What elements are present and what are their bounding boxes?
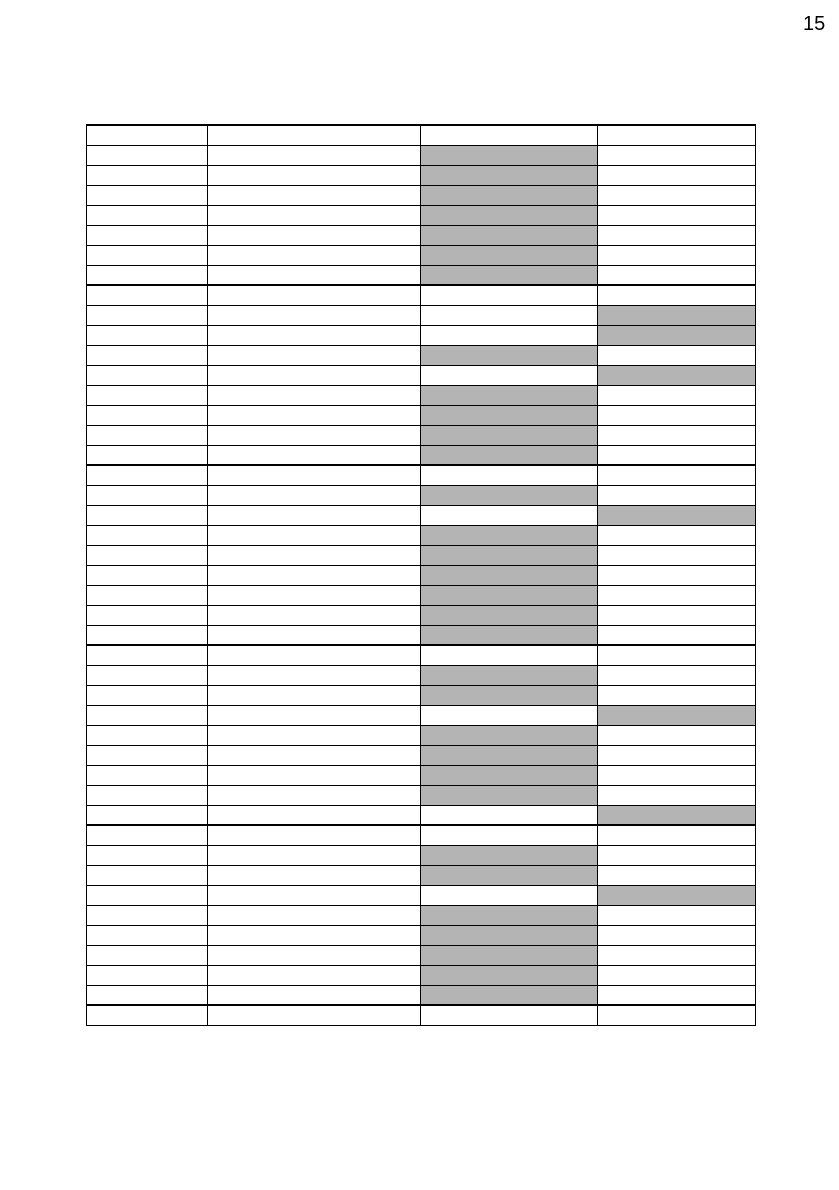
table-cell bbox=[598, 265, 756, 285]
table-cell bbox=[598, 285, 756, 305]
table-cell bbox=[598, 905, 756, 925]
table-cell bbox=[208, 745, 421, 765]
table-cell bbox=[208, 145, 421, 165]
table-cell bbox=[208, 185, 421, 205]
table-cell bbox=[421, 885, 598, 905]
table-cell bbox=[421, 485, 598, 505]
table-cell bbox=[208, 505, 421, 525]
table-cell bbox=[208, 165, 421, 185]
table-section-row bbox=[87, 465, 756, 485]
table-row bbox=[87, 325, 756, 345]
table-cell bbox=[598, 785, 756, 805]
table-cell bbox=[87, 325, 208, 345]
table-cell bbox=[598, 945, 756, 965]
table-cell bbox=[87, 765, 208, 785]
table-cell bbox=[87, 905, 208, 925]
table-cell bbox=[87, 285, 208, 305]
table-cell bbox=[87, 305, 208, 325]
table-cell bbox=[598, 625, 756, 645]
table-cell bbox=[87, 545, 208, 565]
table-cell bbox=[87, 145, 208, 165]
table-cell bbox=[87, 565, 208, 585]
table-cell bbox=[598, 565, 756, 585]
table-cell bbox=[208, 985, 421, 1005]
table-cell bbox=[598, 225, 756, 245]
table-row bbox=[87, 525, 756, 545]
table-cell bbox=[208, 605, 421, 625]
table-cell bbox=[208, 265, 421, 285]
table-cell bbox=[87, 365, 208, 385]
table-cell bbox=[87, 945, 208, 965]
table-row bbox=[87, 805, 756, 825]
table-cell bbox=[421, 685, 598, 705]
table-cell bbox=[421, 905, 598, 925]
table-cell bbox=[208, 865, 421, 885]
table-cell bbox=[208, 485, 421, 505]
table-cell bbox=[598, 645, 756, 665]
table-cell bbox=[208, 965, 421, 985]
table-cell bbox=[87, 725, 208, 745]
table-row bbox=[87, 425, 756, 445]
table-row bbox=[87, 965, 756, 985]
table-cell bbox=[421, 705, 598, 725]
table-row bbox=[87, 905, 756, 925]
table-cell bbox=[421, 325, 598, 345]
table-cell bbox=[598, 765, 756, 785]
table-cell bbox=[598, 485, 756, 505]
data-table bbox=[86, 124, 756, 1026]
table-cell bbox=[421, 525, 598, 545]
table-cell bbox=[208, 905, 421, 925]
table-cell bbox=[421, 385, 598, 405]
table-cell bbox=[87, 245, 208, 265]
table-row bbox=[87, 985, 756, 1005]
table-cell bbox=[421, 925, 598, 945]
table-cell bbox=[87, 685, 208, 705]
table-row bbox=[87, 185, 756, 205]
table-row bbox=[87, 445, 756, 465]
table-cell bbox=[421, 225, 598, 245]
table-cell bbox=[87, 165, 208, 185]
table-cell bbox=[421, 565, 598, 585]
table-row bbox=[87, 585, 756, 605]
table-cell bbox=[87, 825, 208, 845]
table-body bbox=[87, 125, 756, 1025]
table-row bbox=[87, 545, 756, 565]
table-cell bbox=[208, 225, 421, 245]
table-cell bbox=[208, 765, 421, 785]
table-cell bbox=[598, 465, 756, 485]
table-cell bbox=[598, 405, 756, 425]
table-cell bbox=[87, 405, 208, 425]
table-row bbox=[87, 725, 756, 745]
table-cell bbox=[421, 445, 598, 465]
table-row bbox=[87, 265, 756, 285]
table-cell bbox=[598, 985, 756, 1005]
table-cell bbox=[421, 825, 598, 845]
table-cell bbox=[87, 985, 208, 1005]
table-cell bbox=[421, 805, 598, 825]
table-cell bbox=[598, 165, 756, 185]
table-cell bbox=[87, 345, 208, 365]
table-row bbox=[87, 485, 756, 505]
table-cell bbox=[87, 385, 208, 405]
table-section-row bbox=[87, 1005, 756, 1025]
table-cell bbox=[87, 485, 208, 505]
table-cell bbox=[208, 645, 421, 665]
table-cell bbox=[87, 705, 208, 725]
table-cell bbox=[87, 525, 208, 545]
table-cell bbox=[421, 545, 598, 565]
table-cell bbox=[208, 425, 421, 445]
table-cell bbox=[598, 725, 756, 745]
table-cell bbox=[598, 445, 756, 465]
table-cell bbox=[598, 505, 756, 525]
table-cell bbox=[421, 625, 598, 645]
table-cell bbox=[421, 965, 598, 985]
table-cell bbox=[87, 965, 208, 985]
table-row bbox=[87, 765, 756, 785]
table-cell bbox=[87, 925, 208, 945]
table-cell bbox=[208, 445, 421, 465]
table-cell bbox=[598, 745, 756, 765]
table-cell bbox=[208, 585, 421, 605]
table-cell bbox=[421, 265, 598, 285]
table-cell bbox=[421, 725, 598, 745]
table-cell bbox=[208, 525, 421, 545]
table-cell bbox=[208, 465, 421, 485]
table-row bbox=[87, 385, 756, 405]
table-cell bbox=[421, 185, 598, 205]
table-cell bbox=[208, 625, 421, 645]
table-row bbox=[87, 605, 756, 625]
page-number: 15 bbox=[803, 13, 826, 35]
table-cell bbox=[421, 865, 598, 885]
table-row bbox=[87, 625, 756, 645]
table-cell bbox=[421, 465, 598, 485]
table-row bbox=[87, 345, 756, 365]
table-cell bbox=[421, 285, 598, 305]
table-cell bbox=[208, 245, 421, 265]
table-cell bbox=[598, 585, 756, 605]
table-row bbox=[87, 885, 756, 905]
table-cell bbox=[87, 605, 208, 625]
table-cell bbox=[598, 705, 756, 725]
table-cell bbox=[421, 505, 598, 525]
table-cell bbox=[208, 125, 421, 145]
table-cell bbox=[208, 385, 421, 405]
table-cell bbox=[87, 745, 208, 765]
table-cell bbox=[421, 785, 598, 805]
table-cell bbox=[598, 805, 756, 825]
table-cell bbox=[598, 685, 756, 705]
table-section-row bbox=[87, 125, 756, 145]
table-section-row bbox=[87, 645, 756, 665]
table-row bbox=[87, 165, 756, 185]
table-cell bbox=[208, 565, 421, 585]
table-cell bbox=[208, 785, 421, 805]
table-cell bbox=[87, 805, 208, 825]
table-cell bbox=[421, 165, 598, 185]
table-cell bbox=[208, 545, 421, 565]
table-row bbox=[87, 845, 756, 865]
table-cell bbox=[421, 245, 598, 265]
table-cell bbox=[208, 365, 421, 385]
table-row bbox=[87, 785, 756, 805]
table-cell bbox=[208, 825, 421, 845]
table-cell bbox=[208, 305, 421, 325]
table-cell bbox=[87, 445, 208, 465]
table-cell bbox=[598, 425, 756, 445]
table-cell bbox=[421, 405, 598, 425]
table-cell bbox=[421, 205, 598, 225]
table-cell bbox=[598, 305, 756, 325]
table-cell bbox=[208, 725, 421, 745]
table-row bbox=[87, 865, 756, 885]
table-cell bbox=[598, 845, 756, 865]
table-cell bbox=[87, 125, 208, 145]
table-cell bbox=[598, 865, 756, 885]
table-cell bbox=[87, 185, 208, 205]
table-cell bbox=[421, 425, 598, 445]
table-cell bbox=[208, 285, 421, 305]
table-cell bbox=[87, 205, 208, 225]
table-cell bbox=[421, 345, 598, 365]
table-cell bbox=[421, 945, 598, 965]
table-row bbox=[87, 305, 756, 325]
table-cell bbox=[598, 545, 756, 565]
table-cell bbox=[421, 745, 598, 765]
table-row bbox=[87, 205, 756, 225]
table-cell bbox=[87, 225, 208, 245]
table-cell bbox=[598, 525, 756, 545]
table-cell bbox=[208, 945, 421, 965]
table-cell bbox=[87, 645, 208, 665]
table-cell bbox=[598, 145, 756, 165]
table-cell bbox=[598, 925, 756, 945]
table-row bbox=[87, 145, 756, 165]
table-cell bbox=[598, 385, 756, 405]
table-cell bbox=[421, 305, 598, 325]
table-cell bbox=[598, 185, 756, 205]
table-cell bbox=[87, 505, 208, 525]
table-cell bbox=[421, 365, 598, 385]
table-cell bbox=[208, 805, 421, 825]
table-cell bbox=[87, 465, 208, 485]
table-cell bbox=[87, 785, 208, 805]
table-cell bbox=[87, 425, 208, 445]
table-row bbox=[87, 925, 756, 945]
table-cell bbox=[208, 345, 421, 365]
table-cell bbox=[421, 605, 598, 625]
table-cell bbox=[598, 605, 756, 625]
table-row bbox=[87, 225, 756, 245]
table-cell bbox=[598, 325, 756, 345]
table-cell bbox=[598, 885, 756, 905]
table-cell bbox=[598, 365, 756, 385]
table-cell bbox=[87, 265, 208, 285]
table-cell bbox=[421, 765, 598, 785]
table-cell bbox=[598, 245, 756, 265]
table-cell bbox=[421, 585, 598, 605]
table-row bbox=[87, 405, 756, 425]
table-cell bbox=[421, 145, 598, 165]
table-cell bbox=[208, 405, 421, 425]
table-cell bbox=[598, 1005, 756, 1025]
table-cell bbox=[87, 585, 208, 605]
table-row bbox=[87, 945, 756, 965]
table-row bbox=[87, 685, 756, 705]
table-cell bbox=[87, 1005, 208, 1025]
table-cell bbox=[87, 625, 208, 645]
table-row bbox=[87, 365, 756, 385]
table-row bbox=[87, 505, 756, 525]
table-cell bbox=[208, 1005, 421, 1025]
table-row bbox=[87, 565, 756, 585]
table-cell bbox=[208, 685, 421, 705]
table-cell bbox=[598, 345, 756, 365]
table-cell bbox=[421, 125, 598, 145]
table-cell bbox=[208, 665, 421, 685]
table-row bbox=[87, 665, 756, 685]
table-cell bbox=[208, 205, 421, 225]
table-cell bbox=[598, 125, 756, 145]
table-section-row bbox=[87, 285, 756, 305]
table-cell bbox=[87, 865, 208, 885]
table-cell bbox=[87, 885, 208, 905]
table-cell bbox=[598, 205, 756, 225]
table-cell bbox=[598, 665, 756, 685]
table-cell bbox=[208, 845, 421, 865]
table-row bbox=[87, 745, 756, 765]
table-cell bbox=[598, 965, 756, 985]
table-section-row bbox=[87, 825, 756, 845]
table-cell bbox=[87, 665, 208, 685]
table-cell bbox=[87, 845, 208, 865]
table-row bbox=[87, 245, 756, 265]
table-cell bbox=[208, 705, 421, 725]
table-cell bbox=[208, 885, 421, 905]
table-cell bbox=[421, 645, 598, 665]
table-cell bbox=[421, 845, 598, 865]
table-cell bbox=[208, 925, 421, 945]
table-cell bbox=[421, 1005, 598, 1025]
table-cell bbox=[421, 665, 598, 685]
table-row bbox=[87, 705, 756, 725]
table-cell bbox=[421, 985, 598, 1005]
table-cell bbox=[208, 325, 421, 345]
table-cell bbox=[598, 825, 756, 845]
